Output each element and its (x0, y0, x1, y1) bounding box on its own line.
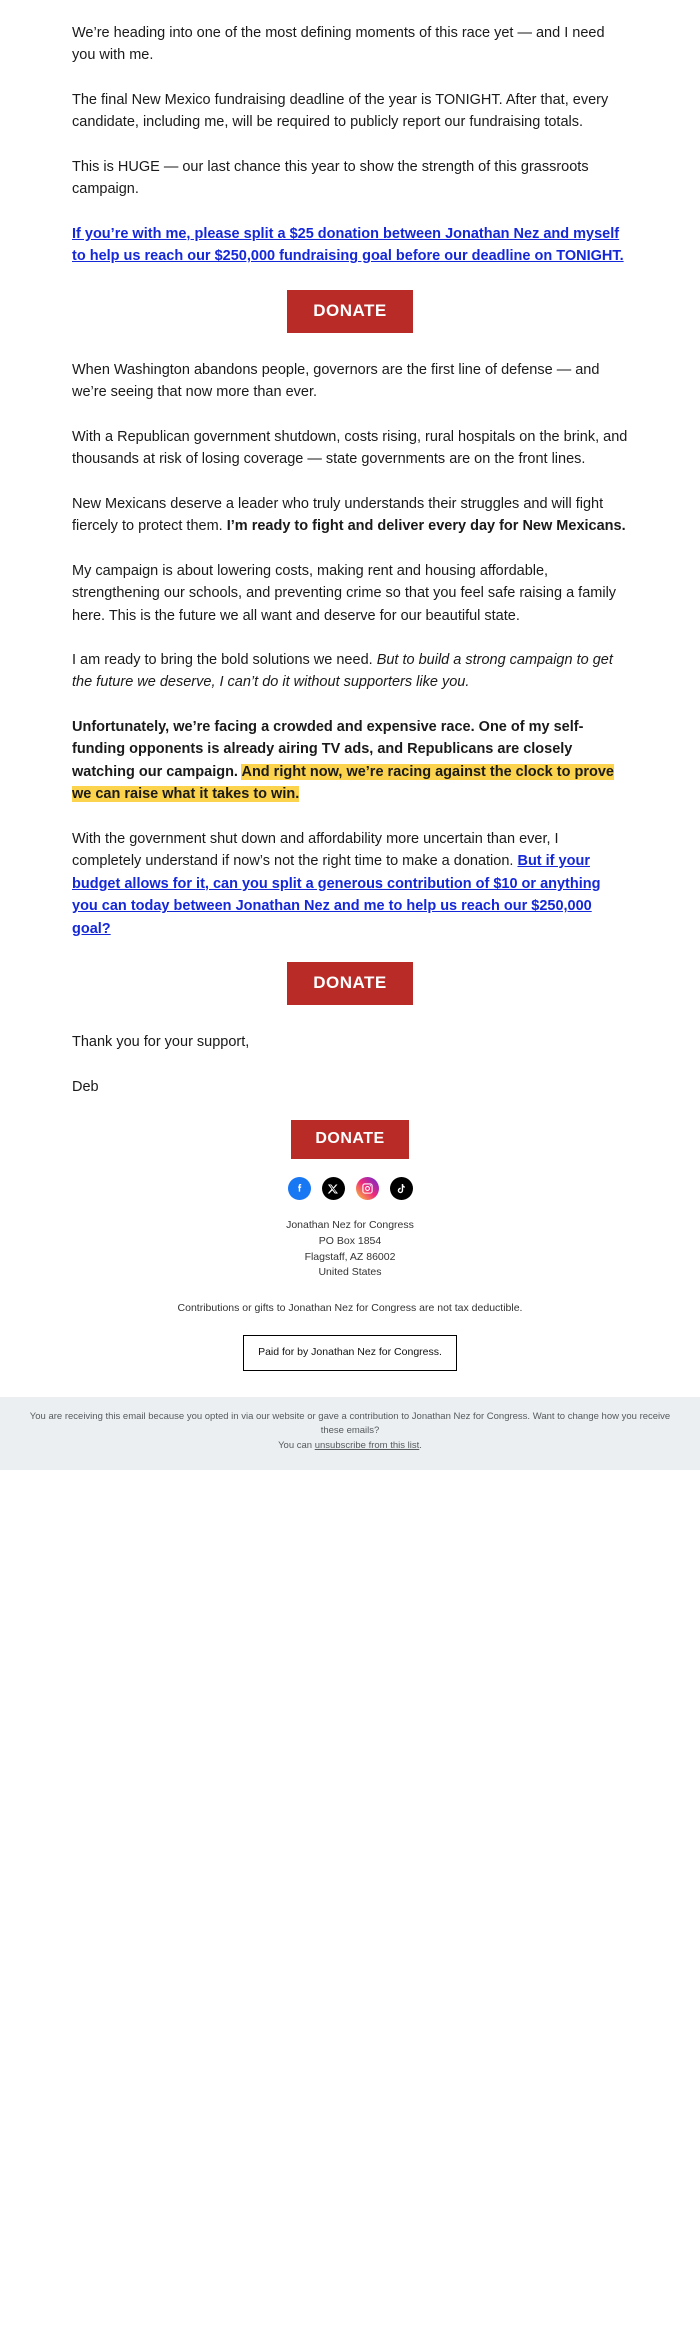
paragraph-4: When Washington abandons people, governors are the first line of defense — and we’re seeing that now more than ever. (72, 361, 600, 401)
paragraph-1: We’re heading into one of the most defining moments of this race yet — and I need you with me. (72, 25, 605, 64)
social-links (72, 1177, 628, 1200)
tiktok-icon[interactable] (390, 1177, 413, 1200)
paragraph-7: My campaign is about lowering costs, making rent and housing affordable, strengthening our schools, and preventing crime so that you feel safe raising a family here. This is the future we all want and deserve for our beautiful state. (72, 562, 617, 624)
unsubscribe-prefix: You can (278, 1440, 315, 1451)
paragraph-6 (72, 493, 628, 538)
paragraph-9 (72, 716, 628, 806)
paragraph-2: The final New Mexico fundraising deadline of the year is TONIGHT. After that, every candidate, including me, will be required to publicly report our fundraising totals. (72, 91, 609, 131)
donate-button-1[interactable]: DONATE (287, 290, 413, 333)
paragraph-5: With a Republican government shutdown, costs rising, rural hospitals on the brink, and thousands at risk of losing coverage — state governments are on the front lines. (72, 428, 628, 468)
signature-line: Deb (72, 1078, 99, 1095)
donate-button-2-wrap (72, 962, 628, 1005)
paragraph-8-text: I am ready to bring the bold solutions we need. (72, 651, 377, 668)
paragraph-10-text: With the government shut down and affordability more uncertain than ever, I completely understand if now’s not the right time to make a donation. (72, 830, 559, 870)
paragraph-6-text: New Mexicans deserve a leader who truly understands their struggles and will fight fiercely to protect them. (72, 495, 604, 535)
paid-for-disclosure: Paid for by Jonathan Nez for Congress. (243, 1335, 457, 1371)
unsubscribe-suffix: . (419, 1440, 422, 1451)
tax-disclaimer: Contributions or gifts to Jonathan Nez for Congress are not tax deductible. (177, 1302, 523, 1315)
split-donation-link-1[interactable]: If you’re with me, please split a $25 donation between Jonathan Nez and myself to help us reach our $250,000 fundraising goal before our deadline on TONIGHT. (72, 225, 624, 265)
thank-you-line: Thank you for your support, (72, 1034, 250, 1051)
donate-button-3[interactable]: DONATE (291, 1120, 408, 1159)
split-donation-link-2[interactable]: But if your budget allows for it, can you split a generous contribution of $10 or anything you can today between Jonathan Nez and me to help us reach our $250,000 goal? (72, 853, 601, 937)
address-line-1: Jonathan Nez for Congress (286, 1219, 414, 1232)
donate-button-3-wrap (72, 1120, 628, 1159)
unsubscribe-line (26, 1439, 674, 1454)
x-twitter-icon[interactable] (322, 1177, 345, 1200)
mailing-address (72, 1218, 628, 1281)
subscription-notice (0, 1397, 700, 1470)
instagram-icon[interactable] (356, 1177, 379, 1200)
unsubscribe-link[interactable]: unsubscribe from this list (314, 1440, 420, 1451)
facebook-icon[interactable] (288, 1177, 311, 1200)
email-footer (0, 1120, 700, 1371)
address-line-2: PO Box 1854 (318, 1234, 382, 1247)
paragraph-6-emphasis: I’m ready to fight and deliver every day for New Mexicans. (226, 518, 626, 535)
donate-button-1-wrap (72, 290, 628, 333)
address-line-3: Flagstaff, AZ 86002 (304, 1250, 396, 1263)
paragraph-8-emphasis: But to build a strong campaign to get the future we deserve, I can’t do it without supporters like you. (72, 651, 613, 691)
email-body (0, 0, 700, 1098)
paragraph-9-highlight: And right now, we’re racing against the clock to prove we can raise what it takes to win. (72, 763, 614, 803)
paragraph-9-bold: Unfortunately, we’re facing a crowded and expensive race. One of my self-funding opponents is already airing TV ads, and Republicans are closely watching our campaign. (72, 718, 584, 780)
donate-button-2[interactable]: DONATE (287, 962, 413, 1005)
paragraph-8 (72, 649, 628, 694)
paragraph-10 (72, 828, 628, 940)
paragraph-3: This is HUGE — our last chance this year to show the strength of this grassroots campaign. (72, 158, 589, 198)
subscription-notice-text: You are receiving this email because you opted in via our website or gave a contribution to Jonathan Nez for Congress. Want to change how you receive these emails? (29, 1410, 671, 1437)
address-line-4: United States (318, 1266, 382, 1279)
